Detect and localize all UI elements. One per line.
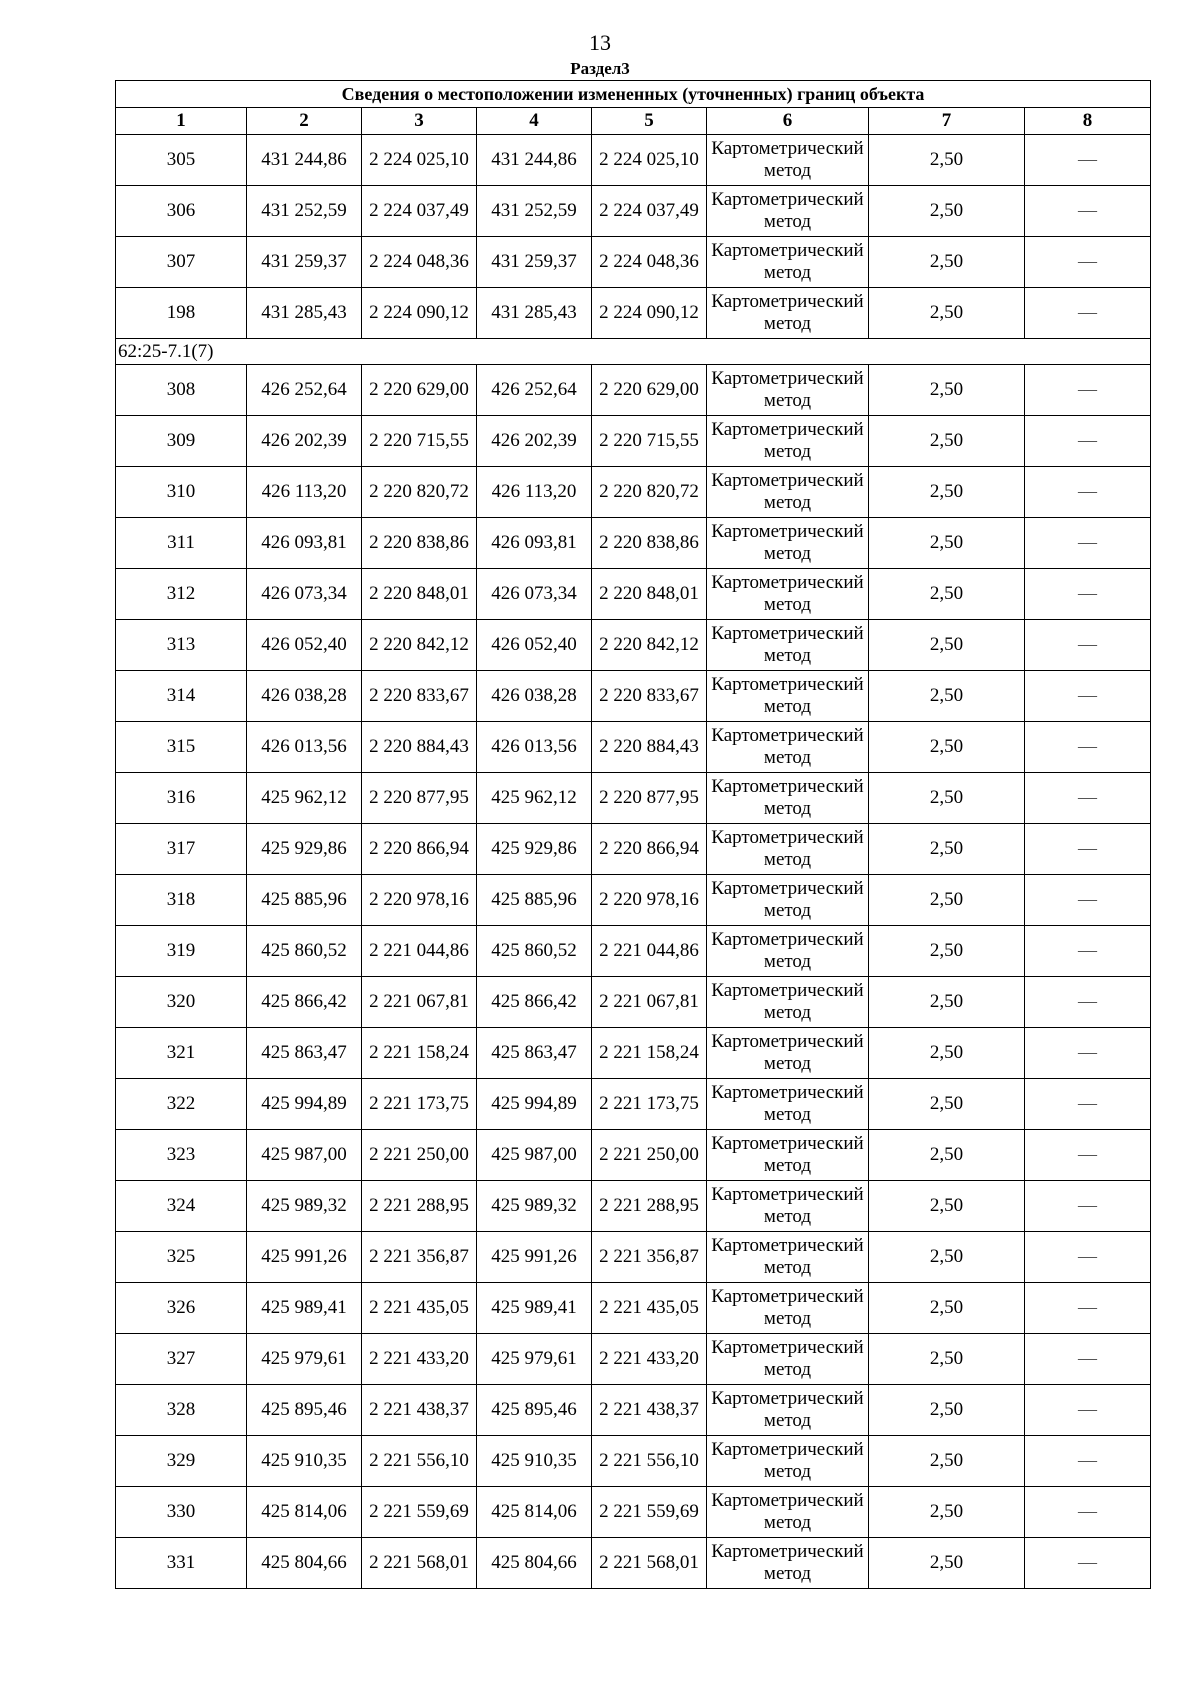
coord-y-existing: 2 224 090,12: [362, 288, 477, 339]
method-cell: Картометрический метод: [707, 824, 869, 875]
column-header: 1: [116, 108, 247, 135]
accuracy-cell: 2,50: [869, 365, 1025, 416]
table-body-top: [116, 135, 1151, 339]
table-row: [116, 671, 1151, 722]
point-number: 320: [116, 977, 247, 1028]
note-cell: —: [1025, 1283, 1151, 1334]
method-cell: Картометрический метод: [707, 237, 869, 288]
accuracy-cell: 2,50: [869, 186, 1025, 237]
table-body-bottom: [116, 365, 1151, 1589]
point-number: 310: [116, 467, 247, 518]
coord-y-new: 2 224 037,49: [592, 186, 707, 237]
point-number: 314: [116, 671, 247, 722]
table-row: [116, 1487, 1151, 1538]
coord-y-new: 2 221 433,20: [592, 1334, 707, 1385]
coord-x-new: 431 259,37: [477, 237, 592, 288]
coord-y-new: 2 220 838,86: [592, 518, 707, 569]
note-cell: —: [1025, 1436, 1151, 1487]
method-cell: Картометрический метод: [707, 365, 869, 416]
table-row: [116, 1028, 1151, 1079]
coord-x-existing: 426 038,28: [247, 671, 362, 722]
accuracy-cell: 2,50: [869, 1487, 1025, 1538]
point-number: 324: [116, 1181, 247, 1232]
coord-y-new: 2 221 435,05: [592, 1283, 707, 1334]
coord-y-new: 2 221 173,75: [592, 1079, 707, 1130]
note-cell: —: [1025, 237, 1151, 288]
method-cell: Картометрический метод: [707, 722, 869, 773]
coord-y-new: 2 220 978,16: [592, 875, 707, 926]
accuracy-cell: 2,50: [869, 824, 1025, 875]
note-cell: —: [1025, 518, 1151, 569]
point-number: 331: [116, 1538, 247, 1589]
coord-x-new: 425 987,00: [477, 1130, 592, 1181]
accuracy-cell: 2,50: [869, 1334, 1025, 1385]
accuracy-cell: 2,50: [869, 1079, 1025, 1130]
coord-y-new: 2 220 848,01: [592, 569, 707, 620]
method-cell: Картометрический метод: [707, 1181, 869, 1232]
method-cell: Картометрический метод: [707, 1079, 869, 1130]
coord-y-new: 2 220 715,55: [592, 416, 707, 467]
coord-x-existing: 425 895,46: [247, 1385, 362, 1436]
accuracy-cell: 2,50: [869, 237, 1025, 288]
note-cell: —: [1025, 1028, 1151, 1079]
coord-x-new: 425 895,46: [477, 1385, 592, 1436]
note-cell: —: [1025, 1181, 1151, 1232]
table-row: [116, 824, 1151, 875]
coord-y-new: 2 224 090,12: [592, 288, 707, 339]
table-row: [116, 186, 1151, 237]
coord-x-new: 426 252,64: [477, 365, 592, 416]
coord-x-new: 426 052,40: [477, 620, 592, 671]
coord-y-new: 2 221 356,87: [592, 1232, 707, 1283]
accuracy-cell: 2,50: [869, 977, 1025, 1028]
coord-x-existing: 426 252,64: [247, 365, 362, 416]
column-header: 6: [707, 108, 869, 135]
column-header: 2: [247, 108, 362, 135]
method-cell: Картометрический метод: [707, 1538, 869, 1589]
coord-x-existing: 426 113,20: [247, 467, 362, 518]
note-cell: —: [1025, 773, 1151, 824]
coord-x-existing: 425 804,66: [247, 1538, 362, 1589]
accuracy-cell: 2,50: [869, 1283, 1025, 1334]
coord-y-existing: 2 224 037,49: [362, 186, 477, 237]
coord-y-existing: 2 220 629,00: [362, 365, 477, 416]
method-cell: Картометрический метод: [707, 1232, 869, 1283]
point-number: 308: [116, 365, 247, 416]
point-number: 312: [116, 569, 247, 620]
method-cell: Картометрический метод: [707, 1385, 869, 1436]
table-caption: Сведения о местоположении измененных (уточненных) границ объекта: [116, 81, 1151, 108]
table-row: [116, 467, 1151, 518]
coord-y-existing: 2 221 250,00: [362, 1130, 477, 1181]
section-title: Раздел3: [570, 59, 630, 78]
point-number: 305: [116, 135, 247, 186]
coord-x-new: 425 979,61: [477, 1334, 592, 1385]
coord-y-existing: 2 224 048,36: [362, 237, 477, 288]
coord-y-existing: 2 220 866,94: [362, 824, 477, 875]
accuracy-cell: 2,50: [869, 671, 1025, 722]
accuracy-cell: 2,50: [869, 620, 1025, 671]
method-cell: Картометрический метод: [707, 1283, 869, 1334]
accuracy-cell: 2,50: [869, 1436, 1025, 1487]
table-row: [116, 1079, 1151, 1130]
point-number: 330: [116, 1487, 247, 1538]
coord-y-new: 2 221 556,10: [592, 1436, 707, 1487]
coord-x-new: 425 860,52: [477, 926, 592, 977]
method-cell: Картометрический метод: [707, 1436, 869, 1487]
method-cell: Картометрический метод: [707, 518, 869, 569]
note-cell: —: [1025, 926, 1151, 977]
note-cell: —: [1025, 1538, 1151, 1589]
page-number: 13: [589, 30, 611, 55]
point-number: 321: [116, 1028, 247, 1079]
coord-y-new: 2 224 025,10: [592, 135, 707, 186]
table-row: [116, 1436, 1151, 1487]
coord-y-existing: 2 220 838,86: [362, 518, 477, 569]
coord-y-existing: 2 224 025,10: [362, 135, 477, 186]
coord-y-existing: 2 221 044,86: [362, 926, 477, 977]
method-cell: Картометрический метод: [707, 1487, 869, 1538]
table-row: [116, 1232, 1151, 1283]
accuracy-cell: 2,50: [869, 288, 1025, 339]
coord-x-new: 431 285,43: [477, 288, 592, 339]
table-row: [116, 237, 1151, 288]
coord-x-new: 426 013,56: [477, 722, 592, 773]
coord-y-existing: 2 221 288,95: [362, 1181, 477, 1232]
method-cell: Картометрический метод: [707, 1028, 869, 1079]
table-row: [116, 569, 1151, 620]
point-number: 309: [116, 416, 247, 467]
coord-y-new: 2 221 568,01: [592, 1538, 707, 1589]
coord-x-new: 425 989,41: [477, 1283, 592, 1334]
coord-y-existing: 2 221 067,81: [362, 977, 477, 1028]
method-cell: Картометрический метод: [707, 1130, 869, 1181]
coord-y-existing: 2 220 877,95: [362, 773, 477, 824]
point-number: 313: [116, 620, 247, 671]
table-row: [116, 1181, 1151, 1232]
column-header: 4: [477, 108, 592, 135]
coord-x-existing: 426 073,34: [247, 569, 362, 620]
coord-x-existing: 425 814,06: [247, 1487, 362, 1538]
point-number: 322: [116, 1079, 247, 1130]
accuracy-cell: 2,50: [869, 1130, 1025, 1181]
note-cell: —: [1025, 620, 1151, 671]
coord-y-existing: 2 221 356,87: [362, 1232, 477, 1283]
accuracy-cell: 2,50: [869, 1385, 1025, 1436]
note-cell: —: [1025, 1385, 1151, 1436]
method-cell: Картометрический метод: [707, 135, 869, 186]
column-header: 8: [1025, 108, 1151, 135]
note-cell: —: [1025, 1079, 1151, 1130]
coordinates-table: [115, 80, 1151, 1589]
group-label: 62:25-7.1(7): [116, 339, 1151, 365]
coord-y-existing: 2 220 833,67: [362, 671, 477, 722]
accuracy-cell: 2,50: [869, 926, 1025, 977]
note-cell: —: [1025, 1334, 1151, 1385]
coord-y-existing: 2 220 715,55: [362, 416, 477, 467]
coord-x-existing: 431 259,37: [247, 237, 362, 288]
coord-y-new: 2 220 866,94: [592, 824, 707, 875]
table-row: [116, 773, 1151, 824]
point-number: 319: [116, 926, 247, 977]
accuracy-cell: 2,50: [869, 135, 1025, 186]
coord-y-existing: 2 221 433,20: [362, 1334, 477, 1385]
coord-x-new: 425 991,26: [477, 1232, 592, 1283]
coord-x-new: 425 910,35: [477, 1436, 592, 1487]
column-header: 7: [869, 108, 1025, 135]
coord-x-new: 431 252,59: [477, 186, 592, 237]
table-row: [116, 1283, 1151, 1334]
point-number: 316: [116, 773, 247, 824]
method-cell: Картометрический метод: [707, 467, 869, 518]
coord-y-new: 2 221 250,00: [592, 1130, 707, 1181]
coord-x-existing: 425 962,12: [247, 773, 362, 824]
coord-x-new: 426 093,81: [477, 518, 592, 569]
column-header: 3: [362, 108, 477, 135]
point-number: 306: [116, 186, 247, 237]
coord-x-new: 426 202,39: [477, 416, 592, 467]
note-cell: —: [1025, 1130, 1151, 1181]
accuracy-cell: 2,50: [869, 1538, 1025, 1589]
note-cell: —: [1025, 875, 1151, 926]
method-cell: Картометрический метод: [707, 288, 869, 339]
coord-y-new: 2 221 158,24: [592, 1028, 707, 1079]
accuracy-cell: 2,50: [869, 569, 1025, 620]
note-cell: —: [1025, 467, 1151, 518]
point-number: 318: [116, 875, 247, 926]
note-cell: —: [1025, 671, 1151, 722]
coord-x-new: 426 038,28: [477, 671, 592, 722]
coord-x-existing: 426 093,81: [247, 518, 362, 569]
coord-y-new: 2 221 044,86: [592, 926, 707, 977]
coord-y-new: 2 221 067,81: [592, 977, 707, 1028]
table-row: [116, 288, 1151, 339]
table-row: [116, 1130, 1151, 1181]
point-number: 325: [116, 1232, 247, 1283]
point-number: 315: [116, 722, 247, 773]
coord-x-new: 431 244,86: [477, 135, 592, 186]
coord-y-existing: 2 221 173,75: [362, 1079, 477, 1130]
coord-y-existing: 2 221 568,01: [362, 1538, 477, 1589]
coord-x-existing: 425 863,47: [247, 1028, 362, 1079]
coord-y-new: 2 221 559,69: [592, 1487, 707, 1538]
note-cell: —: [1025, 1232, 1151, 1283]
coord-x-new: 425 885,96: [477, 875, 592, 926]
coord-y-existing: 2 220 978,16: [362, 875, 477, 926]
coord-x-new: 425 994,89: [477, 1079, 592, 1130]
method-cell: Картометрический метод: [707, 875, 869, 926]
coord-x-existing: 425 994,89: [247, 1079, 362, 1130]
method-cell: Картометрический метод: [707, 926, 869, 977]
coord-x-existing: 425 989,32: [247, 1181, 362, 1232]
coord-y-existing: 2 220 884,43: [362, 722, 477, 773]
coord-y-new: 2 220 820,72: [592, 467, 707, 518]
table-row: [116, 1538, 1151, 1589]
accuracy-cell: 2,50: [869, 1232, 1025, 1283]
table-row: [116, 977, 1151, 1028]
point-number: 327: [116, 1334, 247, 1385]
accuracy-cell: 2,50: [869, 416, 1025, 467]
method-cell: Картометрический метод: [707, 416, 869, 467]
coord-x-existing: 431 244,86: [247, 135, 362, 186]
method-cell: Картометрический метод: [707, 773, 869, 824]
table-row: [116, 722, 1151, 773]
coord-y-new: 2 220 833,67: [592, 671, 707, 722]
group-row: [116, 339, 1151, 365]
table-row: [116, 620, 1151, 671]
coord-x-existing: 425 860,52: [247, 926, 362, 977]
point-number: 317: [116, 824, 247, 875]
method-cell: Картометрический метод: [707, 977, 869, 1028]
coord-x-existing: 425 885,96: [247, 875, 362, 926]
coord-y-existing: 2 221 435,05: [362, 1283, 477, 1334]
coord-y-new: 2 220 877,95: [592, 773, 707, 824]
coord-x-existing: 425 929,86: [247, 824, 362, 875]
coord-x-new: 425 863,47: [477, 1028, 592, 1079]
method-cell: Картометрический метод: [707, 620, 869, 671]
note-cell: —: [1025, 977, 1151, 1028]
note-cell: —: [1025, 824, 1151, 875]
point-number: 307: [116, 237, 247, 288]
coord-y-existing: 2 220 842,12: [362, 620, 477, 671]
coord-y-new: 2 221 438,37: [592, 1385, 707, 1436]
coord-x-new: 425 866,42: [477, 977, 592, 1028]
coord-x-existing: 431 285,43: [247, 288, 362, 339]
coord-y-existing: 2 220 820,72: [362, 467, 477, 518]
coord-x-existing: 425 989,41: [247, 1283, 362, 1334]
method-cell: Картометрический метод: [707, 1334, 869, 1385]
coord-y-existing: 2 221 559,69: [362, 1487, 477, 1538]
point-number: 326: [116, 1283, 247, 1334]
table-row: [116, 416, 1151, 467]
note-cell: —: [1025, 135, 1151, 186]
note-cell: —: [1025, 288, 1151, 339]
accuracy-cell: 2,50: [869, 875, 1025, 926]
coord-x-existing: 425 866,42: [247, 977, 362, 1028]
coord-x-existing: 425 987,00: [247, 1130, 362, 1181]
coord-x-new: 425 962,12: [477, 773, 592, 824]
coord-x-existing: 431 252,59: [247, 186, 362, 237]
coord-y-existing: 2 221 556,10: [362, 1436, 477, 1487]
coord-x-existing: 426 052,40: [247, 620, 362, 671]
note-cell: —: [1025, 186, 1151, 237]
table-row: [116, 365, 1151, 416]
coord-x-new: 425 804,66: [477, 1538, 592, 1589]
coord-x-existing: 426 013,56: [247, 722, 362, 773]
note-cell: —: [1025, 569, 1151, 620]
coord-x-existing: 426 202,39: [247, 416, 362, 467]
coord-y-new: 2 224 048,36: [592, 237, 707, 288]
column-header-row: [116, 108, 1151, 135]
coord-y-new: 2 220 629,00: [592, 365, 707, 416]
coord-x-existing: 425 979,61: [247, 1334, 362, 1385]
method-cell: Картометрический метод: [707, 569, 869, 620]
coord-x-new: 425 989,32: [477, 1181, 592, 1232]
point-number: 311: [116, 518, 247, 569]
coord-x-existing: 425 991,26: [247, 1232, 362, 1283]
coord-y-new: 2 220 884,43: [592, 722, 707, 773]
accuracy-cell: 2,50: [869, 1028, 1025, 1079]
accuracy-cell: 2,50: [869, 722, 1025, 773]
accuracy-cell: 2,50: [869, 518, 1025, 569]
coord-x-new: 426 073,34: [477, 569, 592, 620]
table-row: [116, 518, 1151, 569]
column-header: 5: [592, 108, 707, 135]
coord-x-new: 426 113,20: [477, 467, 592, 518]
note-cell: —: [1025, 1487, 1151, 1538]
point-number: 328: [116, 1385, 247, 1436]
coord-y-existing: 2 221 158,24: [362, 1028, 477, 1079]
point-number: 198: [116, 288, 247, 339]
coord-y-existing: 2 221 438,37: [362, 1385, 477, 1436]
point-number: 329: [116, 1436, 247, 1487]
point-number: 323: [116, 1130, 247, 1181]
coord-y-new: 2 220 842,12: [592, 620, 707, 671]
coord-y-new: 2 221 288,95: [592, 1181, 707, 1232]
note-cell: —: [1025, 365, 1151, 416]
coord-x-new: 425 929,86: [477, 824, 592, 875]
coord-x-existing: 425 910,35: [247, 1436, 362, 1487]
table-row: [116, 1334, 1151, 1385]
table-row: [116, 875, 1151, 926]
accuracy-cell: 2,50: [869, 1181, 1025, 1232]
method-cell: Картометрический метод: [707, 671, 869, 722]
table-row: [116, 135, 1151, 186]
note-cell: —: [1025, 722, 1151, 773]
method-cell: Картометрический метод: [707, 186, 869, 237]
accuracy-cell: 2,50: [869, 773, 1025, 824]
table-row: [116, 926, 1151, 977]
coord-y-existing: 2 220 848,01: [362, 569, 477, 620]
coord-x-new: 425 814,06: [477, 1487, 592, 1538]
accuracy-cell: 2,50: [869, 467, 1025, 518]
table-row: [116, 1385, 1151, 1436]
note-cell: —: [1025, 416, 1151, 467]
